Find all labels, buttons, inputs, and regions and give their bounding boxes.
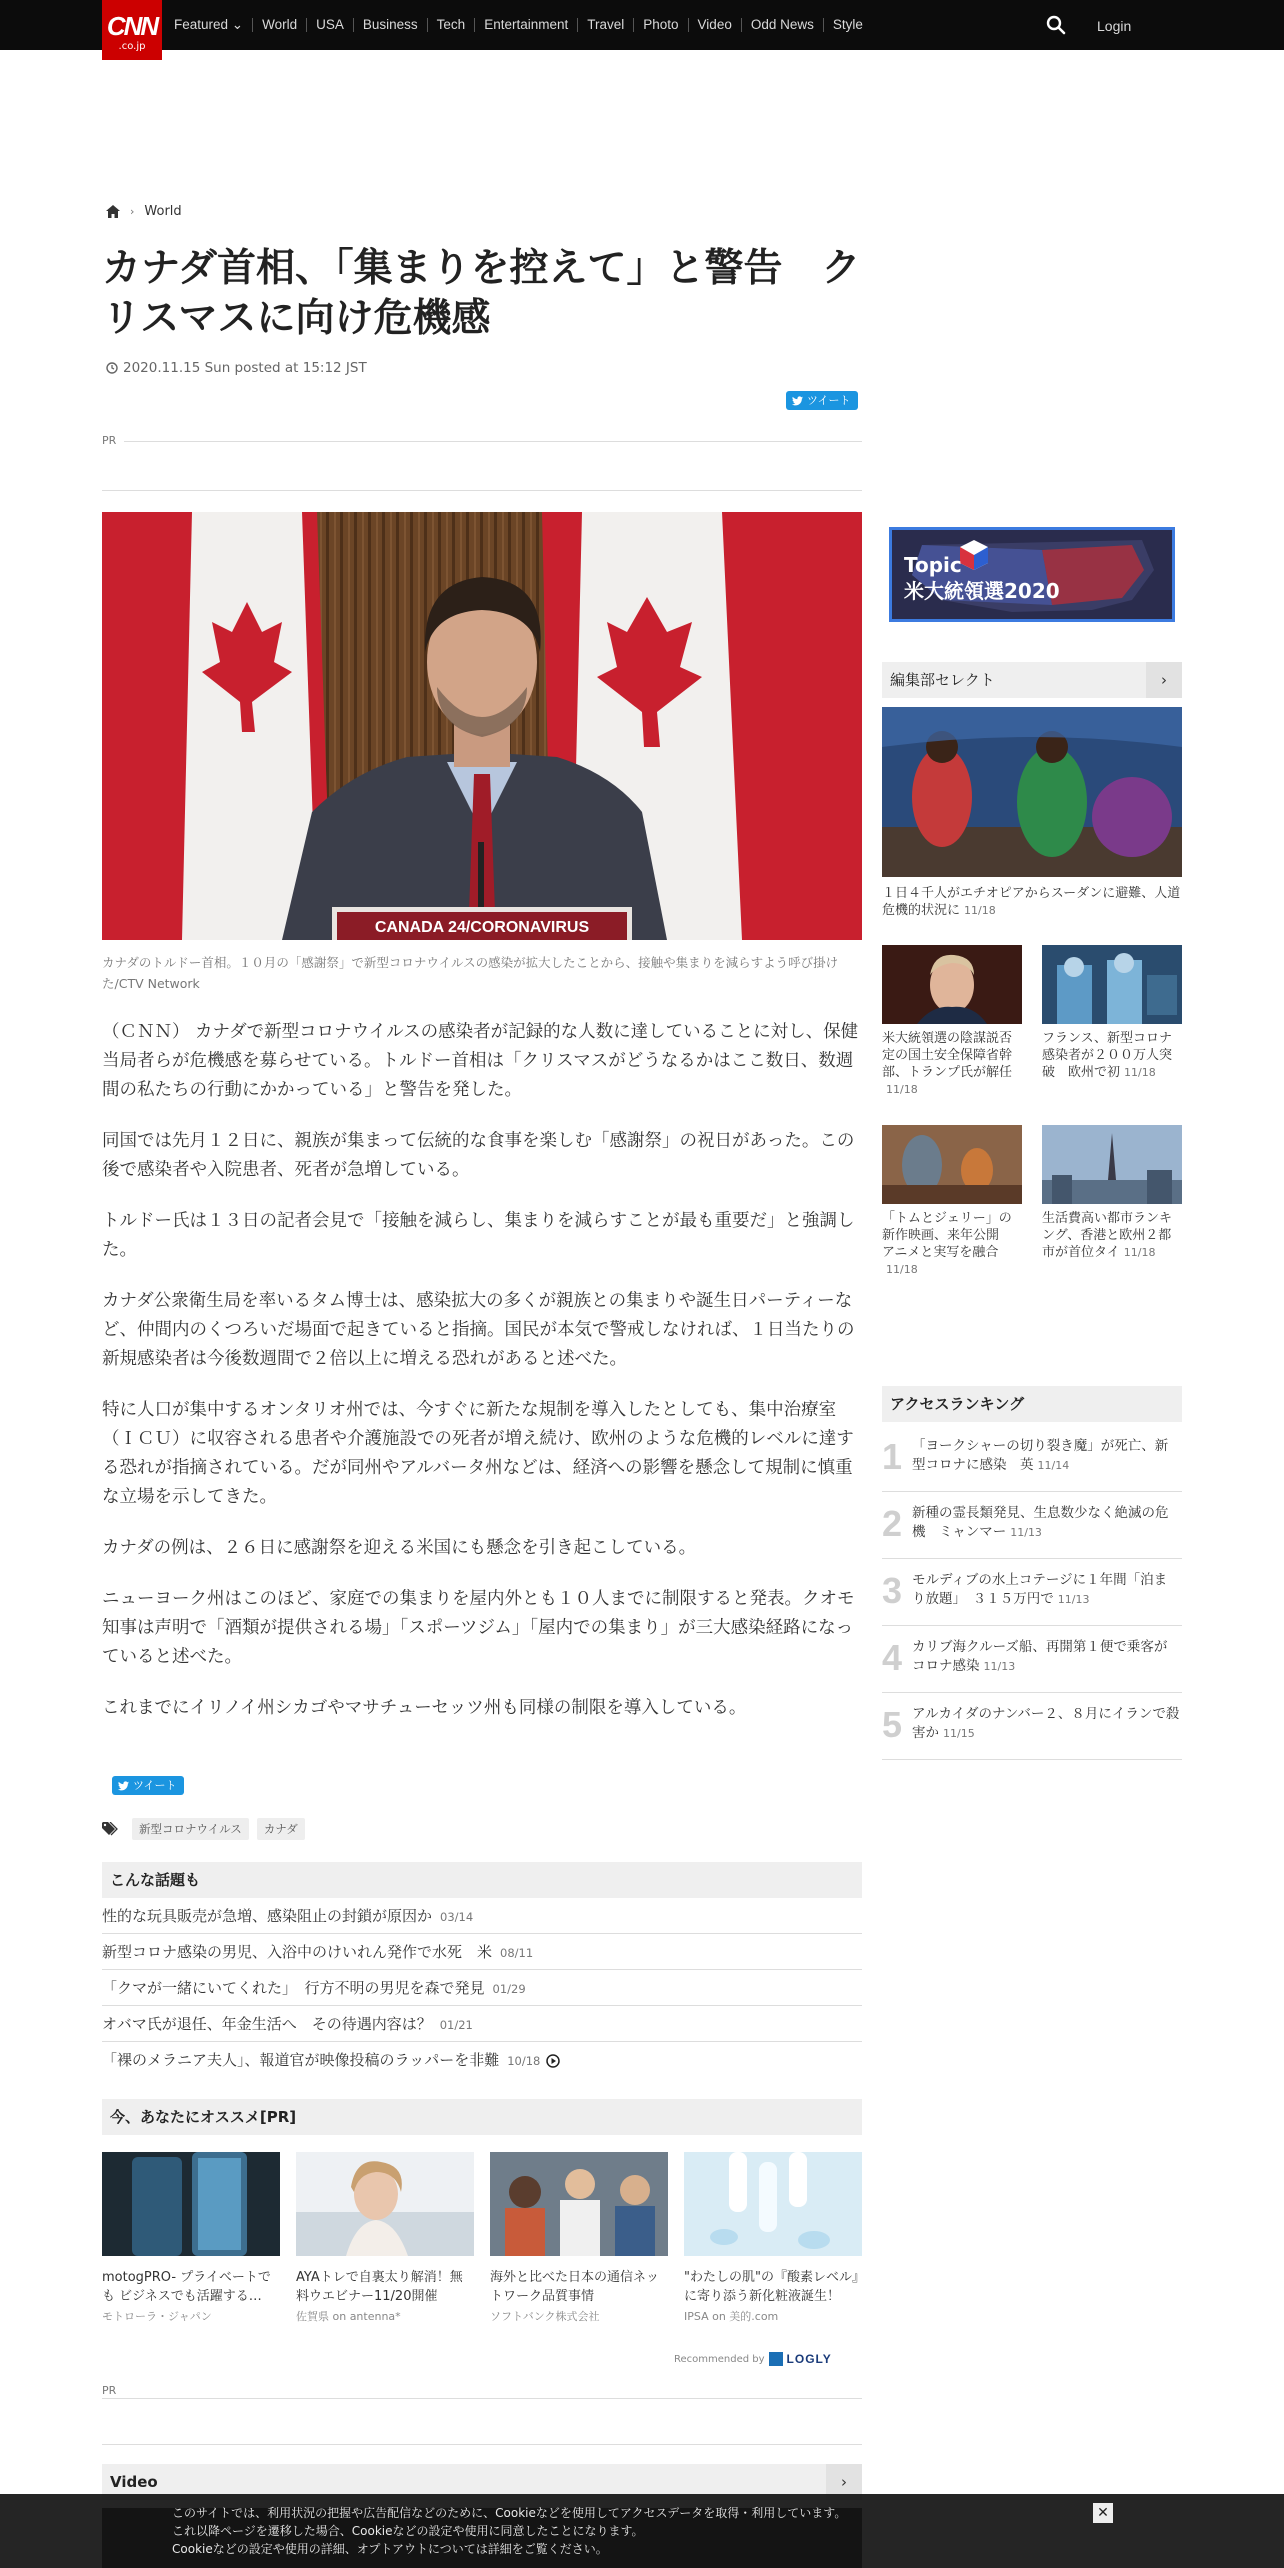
editors-date: 11/18 [886,1083,918,1096]
editors-date: 11/18 [886,1263,918,1276]
editors-thumbnail[interactable] [1042,1125,1182,1204]
ranking-date: 11/13 [983,1660,1016,1673]
list-item[interactable] [102,2042,862,2078]
ranking-number: 4 [882,1637,903,1678]
logo-subtext: .co.jp [118,41,146,52]
editors-thumbnail[interactable] [882,1125,1022,1204]
paragraph: （ＣＮＮ） カナダで新型コロナウイルスの感染者が記録的な人数に達していることに対し、保健当局者らが危機感を募らせている。トルドー首相は「クリスマスがどうなるかはここ数日、数週間の私たちの行動にかかっている」と警告を発した。 [102,1022,859,1100]
banner-title: 米大統領選2020 [904,579,1060,603]
editors-select-heading [882,662,1182,698]
recommend-title: AYAトレで自裏太り解消！無料ウエビナー11/20開催 [296,2270,463,2304]
ranking-text [912,1571,1180,1609]
election-2020-banner[interactable] [889,527,1175,622]
editors-lead-thumbnail[interactable] [882,707,1182,877]
list-item[interactable] [102,1898,862,1934]
editors-caption[interactable] [1042,1030,1182,1081]
logly-icon [769,2352,783,2366]
ranking-item[interactable] [882,1693,1182,1760]
tag-canada[interactable]: カナダ [257,1818,305,1840]
related-list [102,1898,862,2078]
recommend-title: "わたしの肌"の『酸素レベル』に寄り添う新化粧液誕生！ [684,2270,859,2304]
ranking-number: 1 [882,1436,903,1477]
editors-date: 11/18 [1123,1246,1156,1259]
nav-tech[interactable]: Tech [427,18,475,32]
editors-thumbnail[interactable] [1042,945,1182,1024]
ranking-number: 5 [882,1704,903,1745]
ranking-date: 11/13 [1057,1593,1090,1606]
ranking-title: カリブ海クルーズ船、再開第１便で乗客がコロナ感染 [912,1639,1168,1674]
paragraph: トルドー氏は１３日の記者会見で「接触を減らし、集まりを減らすことが最も重要だ」と強調した。 [102,1211,855,1260]
paragraph: 同国では先月１２日に、親族が集まって伝統的な食事を楽しむ「感謝祭」の祝日があった。この後で感染者や入院患者、死者が急増している。 [102,1131,855,1180]
nav-odd-news[interactable]: Odd News [741,18,823,32]
twitter-icon [118,1781,129,1791]
related-title: オバマ氏が退任、年金生活へ その待遇内容は？ [102,2015,432,2033]
list-item[interactable] [102,1934,862,1970]
related-heading-text: こんな話題も [110,1871,201,1889]
nav-entertainment[interactable]: Entertainment [474,18,577,32]
nav-usa[interactable]: USA [306,18,353,32]
recommend-card[interactable] [684,2152,862,2324]
recommend-source: ソフトバンク株式会社 [490,2310,600,2323]
ranking-text [912,1638,1180,1676]
cookie-consent-banner [0,2494,1284,2568]
editors-select-heading-text: 編集部セレクト [890,671,995,689]
breadcrumb [106,204,182,219]
hero-image-overlay-text: CANADA 24/CORONAVIRUS [374,919,590,936]
ranking-text [912,1437,1180,1475]
nav-travel[interactable]: Travel [577,18,633,32]
recommended-by [674,2352,832,2366]
list-item[interactable] [102,1970,862,2006]
breadcrumb-world[interactable]: World [144,204,182,219]
trudeau-photo [102,512,862,940]
home-icon[interactable] [106,205,120,218]
tweet-label: ツイート [807,394,851,407]
tweet-button-bottom[interactable] [112,1776,184,1795]
tag-covid[interactable]: 新型コロナウイルス [132,1818,249,1840]
ranking-title: 「ヨークシャーの切り裂き魔」が死亡、新型コロナに感染 英 [912,1438,1169,1473]
editors-lead-date: 11/18 [964,904,996,917]
ranking-title: 新種の霊長類発見、生息数少なく絶滅の危機 ミャンマー [912,1505,1169,1540]
recommend-thumbnail [490,2152,668,2256]
video-more-arrow[interactable]: › [826,2464,862,2500]
editors-lead-title: １日４千人がエチオピアからスーダンに避難、人道危機的状況に [882,886,1181,918]
recommend-source: IPSA on 美的.com [684,2310,779,2323]
twitter-icon [792,396,803,406]
related-title: 新型コロナ感染の男児、入浴中のけいれん発作で水死 米 [102,1943,493,1961]
ranking-text [912,1504,1180,1542]
editors-caption[interactable] [882,1030,1022,1098]
logo-text: CNN [106,11,158,41]
paragraph: これまでにイリノイ州シカゴやマサチューセッツ州も同様の制限を導入している。 [102,1698,747,1718]
chevron-right-icon: › [130,205,135,218]
recommend-card[interactable] [490,2152,668,2324]
editors-title: 「トムとジェリー」の新作映画、来年公開 アニメと実写を融合 [882,1211,1013,1260]
editors-date: 11/18 [1124,1066,1156,1079]
ranking-item[interactable] [882,1559,1182,1626]
editors-caption[interactable] [882,1210,1022,1278]
recommend-source: 佐賀県 on antenna* [296,2310,401,2323]
ranking-text [912,1705,1180,1743]
nav-photo[interactable]: Photo [633,18,687,32]
divider [102,490,862,491]
access-ranking-heading [882,1386,1182,1422]
ranking-date: 11/13 [1010,1526,1042,1539]
editors-caption[interactable] [1042,1210,1182,1261]
ranking-item[interactable] [882,1626,1182,1693]
related-title: 「裸のメラニア夫人」、報道官が映像投稿のラッパーを非難 [102,2051,500,2069]
article-body [102,1018,862,1745]
editors-more-arrow[interactable]: › [1146,662,1182,698]
ranking-number: 3 [882,1570,903,1611]
posted-date-text: 2020.11.15 Sun posted at 15:12 JST [123,360,367,376]
cookie-text [172,2504,892,2558]
logly-logo[interactable]: LOGLY [786,2352,832,2366]
recommend-thumbnail [684,2152,862,2256]
posted-date [106,360,367,376]
tag-list [102,1818,305,1840]
pr-divider [102,441,862,442]
recommend-card[interactable] [102,2152,280,2324]
tag-icon [102,1822,118,1836]
cnn-logo[interactable] [102,0,162,60]
play-video-icon [546,2054,560,2068]
related-date: 08/11 [500,1946,534,1960]
list-item[interactable] [102,2006,862,2042]
recommend-heading [102,2099,862,2135]
related-heading [102,1862,862,1898]
recommend-list [102,2152,862,2324]
access-ranking-heading-text: アクセスランキング [890,1395,1025,1413]
recommended-by-label: Recommended by [674,2353,765,2365]
cookie-close-button[interactable]: ✕ [1093,2503,1113,2523]
related-date: 01/29 [492,1982,526,1996]
related-date: 10/18 [507,2054,541,2068]
related-date: 01/21 [439,2018,473,2032]
paragraph: カナダの例は、２６日に感謝祭を迎える米国にも懸念を引き起こしている。 [102,1538,697,1558]
nav-video[interactable]: Video [688,18,741,32]
recommend-source: モトローラ・ジャパン [102,2310,212,2323]
editors-title: 生活費高い都市ランキング、香港と欧州２都市が首位タイ [1042,1211,1173,1260]
cookie-line: このサイトでは、利用状況の把握や広告配信などのために、Cookieなどを使用してアクセスデータを取得・利用しています。 [172,2506,847,2520]
cookie-line: これ以降ページを遷移した場合、Cookieなどの設定や使用に同意したことになります。 [172,2524,644,2538]
paragraph: 特に人口が集中するオンタリオ州では、今すぐに新たな規制を導入したとしても、集中治療室（ＩＣＵ）に収容される患者や介護施設での死者が増え続け、欧州のような危機的レベルに達する恐れが指摘されている。だが同州やアルバータ州などは、経済への影響を懸念して規制に慎重な立場を示してきた。 [102,1400,854,1507]
editors-thumbnail[interactable] [882,945,1022,1024]
pr-divider [102,2398,862,2399]
recommend-title: 海外と比べた日本の通信ネットワーク品質事情 [490,2270,660,2304]
login-link[interactable]: Login [1097,18,1132,34]
video-heading-text: Video [110,2473,158,2491]
nav-style[interactable]: Style [823,18,872,32]
nav-business[interactable]: Business [353,18,427,32]
ranking-date: 11/14 [1037,1459,1070,1472]
related-title: 性的な玩具販売が急増、感染阻止の封鎖が原因か [102,1907,433,1925]
image-caption: カナダのトルドー首相。１０月の「感謝祭」で新型コロナウイルスの感染が拡大したことから、接触や集まりを減らすよう呼び掛けた/CTV Network [102,955,839,991]
pr-label: PR [102,434,124,447]
recommend-thumbnail [102,2152,280,2256]
banner-topic: Topic [904,553,962,577]
recommend-thumbnail [296,2152,474,2256]
pr-label: PR [102,2384,124,2397]
article-hero-image [102,512,862,940]
ranking-number: 2 [882,1503,903,1544]
paragraph: カナダ公衆衛生局を率いるタム博士は、感染拡大の多くが親族との集まりや誕生日パーティーなど、仲間内のくつろいだ場面で起きていると指摘。国民が本気で警戒しなければ、１日当たりの新規感染者は今後数週間で２倍以上に増える恐れがあると述べた。 [102,1291,855,1369]
clock-icon [106,362,118,374]
divider [102,2444,862,2445]
ranking-item[interactable] [882,1492,1182,1559]
top-navigation-bar [0,0,1284,50]
editors-title: 米大統領選の陰謀説否定の国土安全保障省幹部、トランプ氏が解任 [882,1031,1013,1080]
recommend-heading-text: 今、あなたにオススメ[PR] [110,2108,297,2126]
ranking-title: モルディブの水上コテージに１年間「泊まり放題」 ３１５万円で [912,1572,1168,1607]
main-nav [174,0,872,50]
banner-text [904,552,1060,604]
tweet-label: ツイート [133,1779,177,1792]
recommend-title: motogPRO- プライベートでも ビジネスでも活躍する… [102,2270,271,2304]
tweet-button-top[interactable] [786,391,858,410]
related-title: 「クマが一緒にいてくれた」 行方不明の男児を森で発見 [102,1979,485,1997]
recommend-card[interactable] [296,2152,474,2324]
ranking-item[interactable] [882,1425,1182,1492]
search-icon[interactable] [1046,15,1066,35]
paragraph: ニューヨーク州はこのほど、家庭での集まりを屋内外とも１０人までに制限すると発表。クオモ知事は声明で「酒類が提供される場」「スポーツジム」「屋内での集まり」が三大感染経路になっていると述べた。 [102,1589,855,1667]
editors-lead-caption[interactable] [882,885,1182,919]
nav-world[interactable]: World [252,18,306,32]
ranking-title: アルカイダのナンバー２、８月にイランで殺害か [912,1706,1180,1741]
related-date: 03/14 [440,1910,474,1924]
article-title: カナダ首相、「集まりを控えて」と警告 クリスマスに向け危機感 [102,246,861,341]
editors-title: フランス、新型コロナ感染者が２００万人突破 欧州で初 [1042,1031,1173,1080]
cookie-line[interactable]: Cookieなどの設定や使用の詳細、オプトアウトについては詳細をご覧ください。 [172,2542,608,2556]
nav-featured[interactable]: Featured ⌄ [174,17,244,32]
ranking-date: 11/15 [943,1727,975,1740]
